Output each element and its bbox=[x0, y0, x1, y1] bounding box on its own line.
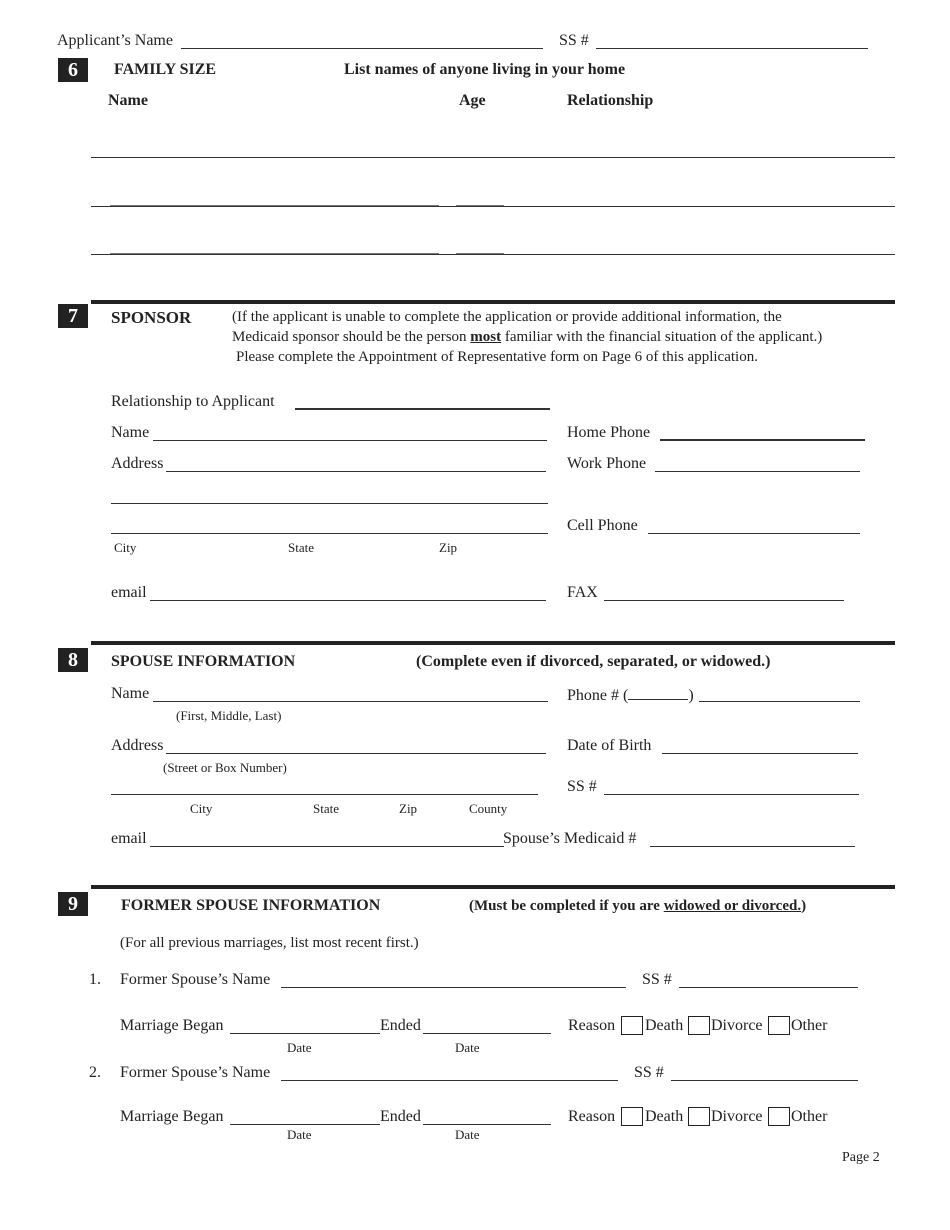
sponsor-address-label: Address bbox=[111, 455, 164, 472]
former-spouse-2-other-label: Other bbox=[791, 1108, 828, 1125]
former-spouse-1-divorce-checkbox[interactable] bbox=[688, 1016, 710, 1035]
former-spouse-2-name-field[interactable] bbox=[281, 1080, 618, 1081]
section-8-note: (Complete even if divorced, separated, or widowed.) bbox=[416, 653, 771, 670]
family-row-1[interactable] bbox=[91, 157, 895, 158]
applicant-name-label: Applicant’s Name bbox=[57, 32, 173, 49]
former-spouse-1-ended-field[interactable] bbox=[423, 1033, 551, 1034]
former-spouse-1-began-label: Marriage Began bbox=[120, 1017, 224, 1034]
sponsor-city-label: City bbox=[114, 540, 137, 555]
section-6-number: 6 bbox=[58, 58, 88, 82]
former-spouse-2-name-label: Former Spouse’s Name bbox=[120, 1064, 271, 1081]
former-spouse-2-reason-label: Reason bbox=[568, 1108, 616, 1125]
spouse-address-field[interactable] bbox=[166, 753, 546, 754]
former-spouse-2-ss-label: SS # bbox=[634, 1064, 664, 1081]
former-spouse-1-began-date-label: Date bbox=[287, 1040, 312, 1055]
applicant-ss-label: SS # bbox=[559, 32, 589, 49]
spouse-email-label: email bbox=[111, 830, 147, 847]
former-spouse-2-divorce-label: Divorce bbox=[711, 1108, 763, 1125]
former-spouse-1-name-label: Former Spouse’s Name bbox=[120, 971, 271, 988]
section-9-instructions: (For all previous marriages, list most recent first.) bbox=[120, 935, 419, 951]
sponsor-address-field[interactable] bbox=[166, 471, 546, 472]
section-7-title: SPONSOR bbox=[111, 308, 192, 327]
spouse-zip-label: Zip bbox=[399, 801, 418, 816]
sponsor-email-field[interactable] bbox=[150, 600, 546, 601]
section-7-divider bbox=[91, 300, 895, 304]
former-spouse-2-death-checkbox[interactable] bbox=[621, 1107, 643, 1126]
section-6-subtitle: List names of anyone living in your home bbox=[344, 61, 626, 78]
family-row-2[interactable] bbox=[91, 206, 895, 207]
home-phone-field[interactable] bbox=[660, 439, 865, 441]
fax-label: FAX bbox=[567, 584, 598, 601]
former-spouse-2-began-date-label: Date bbox=[287, 1127, 312, 1142]
sponsor-zip-label: Zip bbox=[439, 540, 458, 555]
sponsor-desc-line2: Medicaid sponsor should be the person most familiar with the financial situation of the applicant.) bbox=[232, 329, 823, 345]
sponsor-state-label: State bbox=[288, 540, 314, 555]
former-spouse-2-divorce-checkbox[interactable] bbox=[688, 1107, 710, 1126]
former-spouse-1-death-checkbox[interactable] bbox=[621, 1016, 643, 1035]
work-phone-label: Work Phone bbox=[567, 455, 647, 472]
former-spouse-1-ss-label: SS # bbox=[642, 971, 672, 988]
section-8-number: 8 bbox=[58, 648, 88, 672]
spouse-name-label: Name bbox=[111, 685, 150, 702]
cell-phone-field[interactable] bbox=[648, 533, 860, 534]
section-9-note: (Must be completed if you are widowed or divorced.) bbox=[469, 898, 807, 914]
former-spouse-1-divorce-label: Divorce bbox=[711, 1017, 763, 1034]
sponsor-city-state-zip-field[interactable] bbox=[111, 533, 548, 534]
sponsor-desc-line1: (If the applicant is unable to complete the application or provide additional information, the bbox=[232, 309, 782, 325]
spouse-address-hint: (Street or Box Number) bbox=[163, 760, 287, 775]
former-spouse-1-ended-date-label: Date bbox=[455, 1040, 480, 1055]
spouse-email-field[interactable] bbox=[150, 846, 504, 847]
former-spouse-1-index: 1. bbox=[89, 971, 101, 988]
former-spouse-2-began-label: Marriage Began bbox=[120, 1108, 224, 1125]
former-spouse-1-name-field[interactable] bbox=[281, 987, 626, 988]
former-spouse-2-other-checkbox[interactable] bbox=[768, 1107, 790, 1126]
relationship-label: Relationship to Applicant bbox=[111, 393, 275, 410]
former-spouse-2-index: 2. bbox=[89, 1064, 101, 1081]
sponsor-name-field[interactable] bbox=[153, 440, 547, 441]
spouse-address-label: Address bbox=[111, 737, 164, 754]
spouse-ss-label: SS # bbox=[567, 778, 597, 795]
spouse-ss-field[interactable] bbox=[604, 794, 859, 795]
sponsor-email-label: email bbox=[111, 584, 147, 601]
section-9-number: 9 bbox=[58, 892, 88, 916]
spouse-phone-area-code[interactable] bbox=[628, 685, 688, 700]
former-spouse-2-ended-label: Ended bbox=[380, 1108, 421, 1125]
sponsor-name-label: Name bbox=[111, 424, 150, 441]
page-number: Page 2 bbox=[842, 1150, 880, 1165]
sponsor-address-line2[interactable] bbox=[111, 503, 548, 504]
spouse-dob-label: Date of Birth bbox=[567, 737, 652, 754]
former-spouse-1-began-field[interactable] bbox=[230, 1033, 380, 1034]
applicant-ss-field[interactable] bbox=[596, 48, 868, 49]
section-9-title: FORMER SPOUSE INFORMATION bbox=[121, 897, 381, 914]
section-8-title: SPOUSE INFORMATION bbox=[111, 653, 296, 670]
relationship-field[interactable] bbox=[295, 408, 550, 410]
former-spouse-1-ss-field[interactable] bbox=[679, 987, 858, 988]
former-spouse-2-death-label: Death bbox=[645, 1108, 684, 1125]
former-spouse-1-ended-label: Ended bbox=[380, 1017, 421, 1034]
former-spouse-1-reason-label: Reason bbox=[568, 1017, 616, 1034]
section-8-divider bbox=[91, 641, 895, 645]
former-spouse-2-began-field[interactable] bbox=[230, 1124, 380, 1125]
work-phone-field[interactable] bbox=[655, 471, 860, 472]
spouse-phone-label: Phone # ( ) bbox=[567, 687, 694, 704]
fax-field[interactable] bbox=[604, 600, 844, 601]
former-spouse-1-other-checkbox[interactable] bbox=[768, 1016, 790, 1035]
col-age-header: Age bbox=[459, 92, 486, 109]
spouse-dob-field[interactable] bbox=[662, 753, 858, 754]
cell-phone-label: Cell Phone bbox=[567, 517, 638, 534]
spouse-name-hint: (First, Middle, Last) bbox=[176, 708, 282, 723]
spouse-name-field[interactable] bbox=[153, 701, 548, 702]
home-phone-label: Home Phone bbox=[567, 424, 651, 441]
col-name-header: Name bbox=[108, 92, 148, 109]
section-9-divider bbox=[91, 885, 895, 889]
spouse-state-label: State bbox=[313, 801, 339, 816]
spouse-medicaid-label: Spouse’s Medicaid # bbox=[503, 830, 637, 847]
spouse-county-label: County bbox=[469, 801, 508, 816]
family-row-3[interactable] bbox=[91, 254, 895, 255]
applicant-name-field[interactable] bbox=[181, 48, 543, 49]
section-6-title: FAMILY SIZE bbox=[114, 61, 217, 78]
spouse-phone-field[interactable] bbox=[699, 701, 860, 702]
section-7-number: 7 bbox=[58, 304, 88, 328]
sponsor-desc-line3: Please complete the Appointment of Representative form on Page 6 of this application. bbox=[236, 349, 758, 365]
spouse-city-state-zip-field[interactable] bbox=[111, 794, 538, 795]
former-spouse-2-ended-date-label: Date bbox=[455, 1127, 480, 1142]
spouse-city-label: City bbox=[190, 801, 213, 816]
former-spouse-2-ended-field[interactable] bbox=[423, 1124, 551, 1125]
col-relationship-header: Relationship bbox=[567, 92, 654, 109]
former-spouse-1-other-label: Other bbox=[791, 1017, 828, 1034]
spouse-medicaid-field[interactable] bbox=[650, 846, 855, 847]
former-spouse-2-ss-field[interactable] bbox=[671, 1080, 858, 1081]
former-spouse-1-death-label: Death bbox=[645, 1017, 684, 1034]
